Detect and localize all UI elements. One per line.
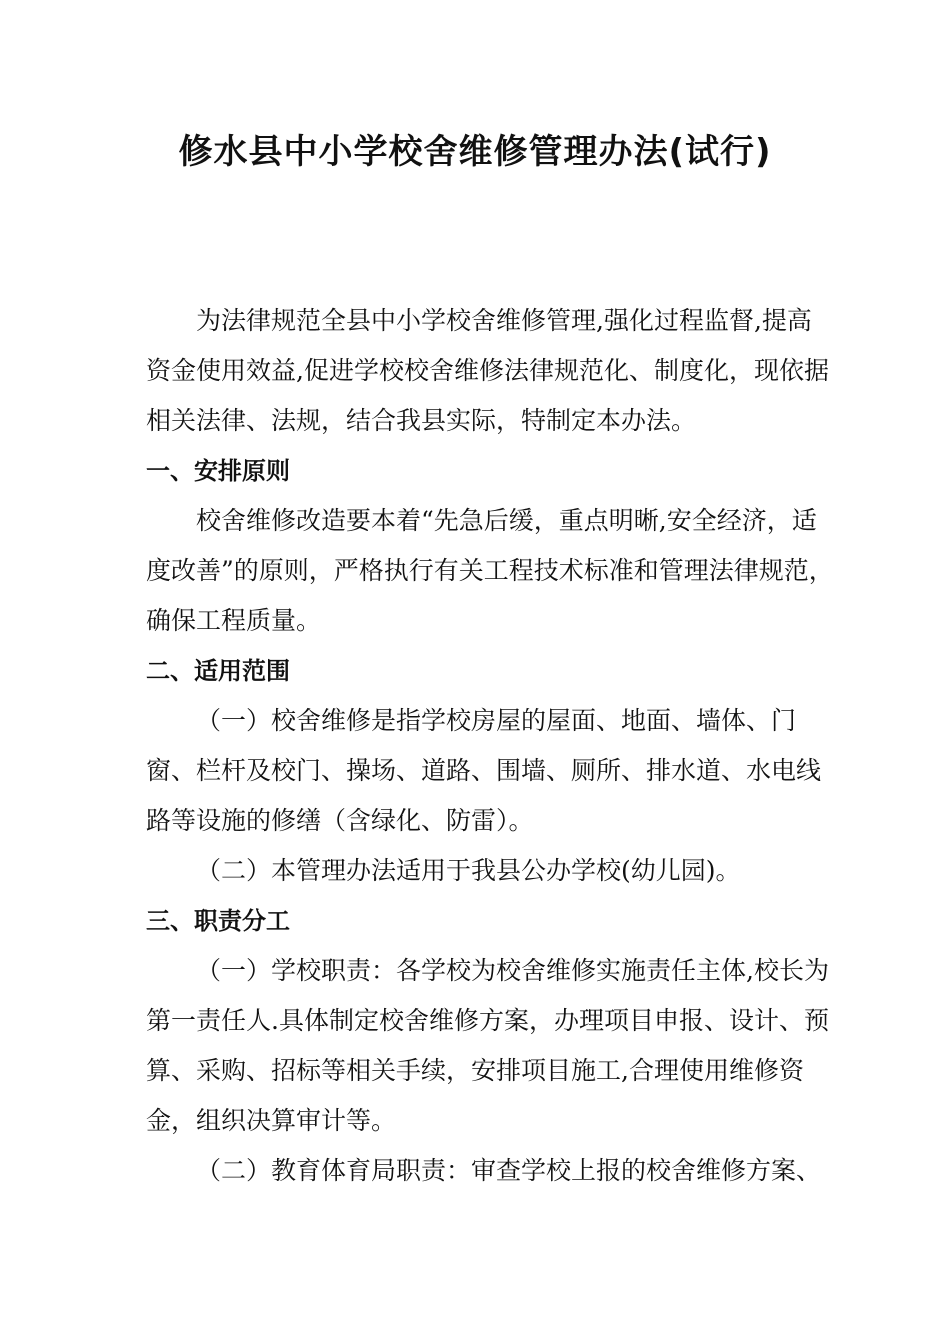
principles-paragraph: 校舍维修改造要本着“先急后缓，重点明晰,安全经济，适度改善”的原则，严格执行有关工程技术标准和管理法律规范，确保工程质量。 [146,506,834,635]
scope-paragraph-1: （一）校舍维修是指学校房屋的屋面、地面、墙体、门窗、栏杆及校门、操场、道路、围墙、厕所、排水道、水电线路等设施的修缮（含绿化、防雷）。 [146,706,822,835]
section-scope [146,646,836,896]
document-body [146,296,836,1196]
duties-paragraph-1: （一）学校职责：各学校为校舍维修实施责任主体,校长为第一责任人.具体制定校舍维修方案，办理项目申报、设计、预算、采购、招标等相关手续，安排项目施工,合理使用维修资金，组织决算审计等。 [146,956,829,1135]
section-heading-duties: 三、职责分工 [146,907,290,935]
scope-paragraph-2: （二）本管理办法适用于我县公办学校(幼儿园)。 [196,856,741,885]
document-title: 修水县中小学校舍维修管理办法(试行) [178,132,772,172]
section-heading-principles: 一、安排原则 [146,457,290,485]
intro-paragraph: 为法律规范全县中小学校舍维修管理,强化过程监督,提高资金使用效益,促进学校校舍维修法律规范化、制度化，现依据相关法律、法规，结合我县实际，特制定本办法。 [146,306,829,435]
section-duties [146,896,836,1196]
section-principles [146,446,836,646]
duties-paragraph-2: （二）教育体育局职责：审查学校上报的校舍维修方案、 [196,1156,822,1185]
section-heading-scope: 二、适用范围 [146,657,290,685]
